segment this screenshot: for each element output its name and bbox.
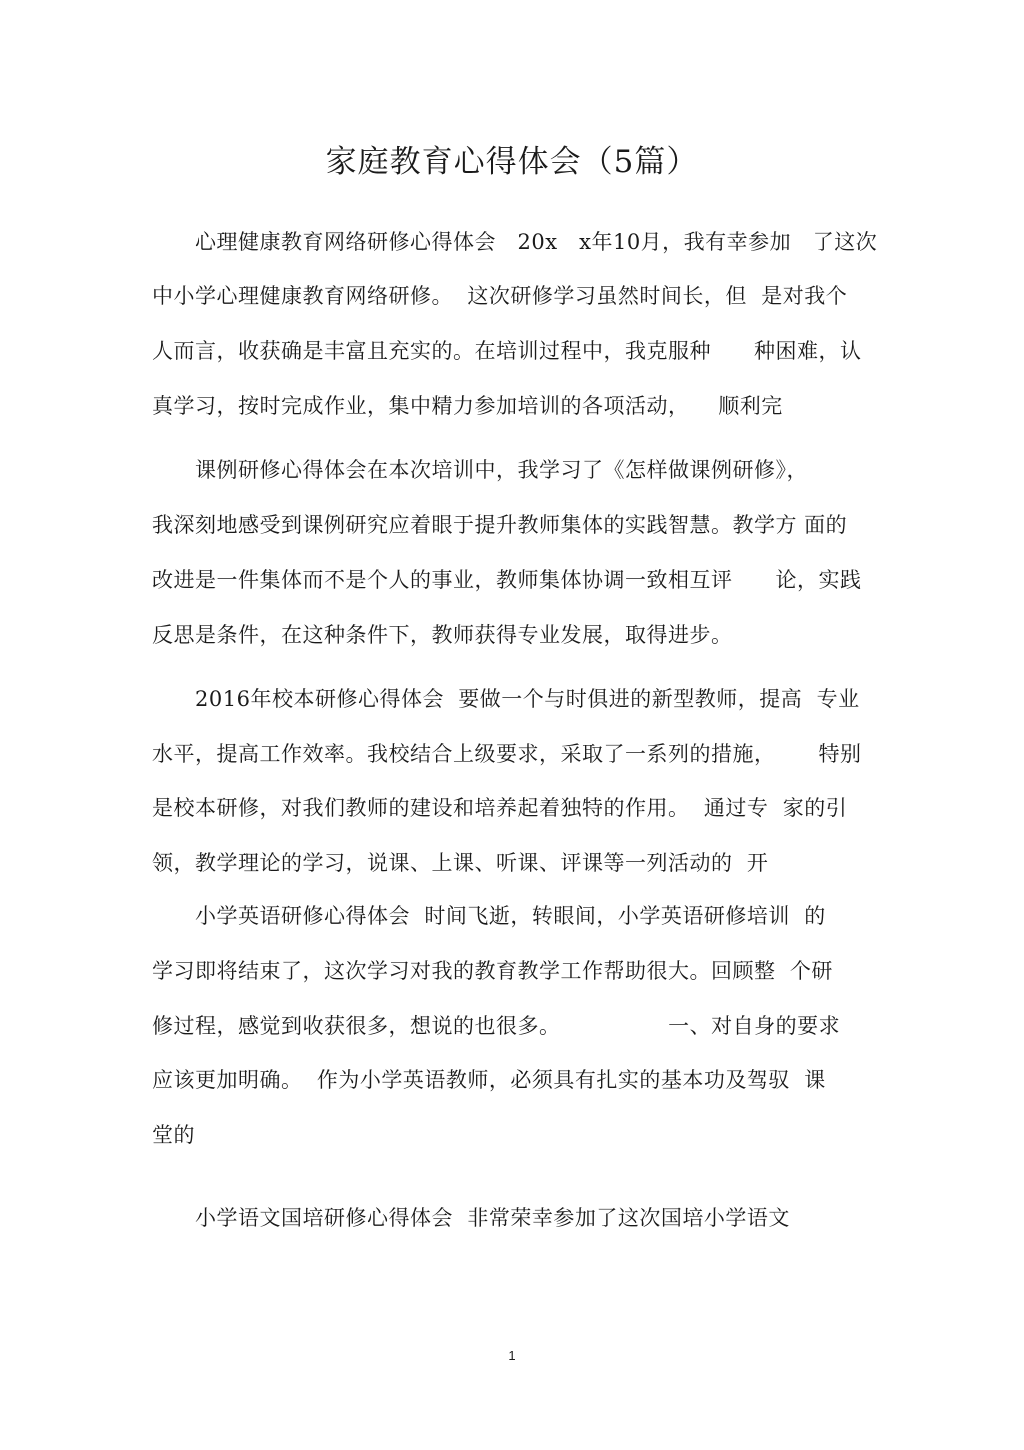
text-line: 课例研修心得体会在本次培训中，我学习了《怎样做课例研修》，: [152, 458, 808, 482]
text-line: 心理健康教育网络研修心得体会 20x x年10月，我有幸参加 了这次: [152, 230, 878, 254]
text-line: 是校本研修，对我们教师的建设和培养起着独特的作用。 通过专 家的引: [152, 796, 848, 820]
text-line: 2016年校本研修心得体会 要做一个与时俱进的新型教师，提高 专业: [152, 687, 860, 711]
text-line: 堂的: [152, 1123, 195, 1147]
document-title: 家庭教育心得体会（5篇）: [325, 144, 699, 180]
text-line: 应该更加明确。 作为小学英语教师，必须具有扎实的基本功及驾驭 课: [152, 1068, 826, 1092]
text-line: 小学语文国培研修心得体会 非常荣幸参加了这次国培小学语文: [152, 1206, 790, 1230]
text-line: 中小学心理健康教育网络研修。 这次研修学习虽然时间长，但 是对我个: [152, 284, 848, 308]
text-line: 领，教学理论的学习，说课、上课、听课、评课等一列活动的 开: [152, 851, 769, 875]
text-line: 人而言，收获确是丰富且充实的。在培训过程中，我克服种 种困难，认: [152, 339, 862, 363]
page-number: 1: [508, 1348, 516, 1363]
text-line: 反思是条件，在这种条件下，教师获得专业发展，取得进步。: [152, 623, 733, 647]
text-line: 我深刻地感受到课例研究应着眼于提升教师集体的实践智慧。教学方 面的: [152, 513, 848, 537]
text-line: 改进是一件集体而不是个人的事业，教师集体协调一致相互评 论，实践: [152, 568, 862, 592]
text-line: 小学英语研修心得体会 时间飞逝，转眼间，小学英语研修培训 的: [152, 904, 826, 928]
text-line: 修过程，感觉到收获很多，想说的也很多。 一、对自身的要求: [152, 1014, 841, 1038]
text-line: 水平，提高工作效率。我校结合上级要求，采取了一系列的措施， 特别: [152, 742, 862, 766]
text-line: 真学习，按时完成作业，集中精力参加培训的各项活动， 顺利完: [152, 394, 783, 418]
text-line: 学习即将结束了，这次学习对我的教育教学工作帮助很大。回顾整 个研: [152, 959, 833, 983]
